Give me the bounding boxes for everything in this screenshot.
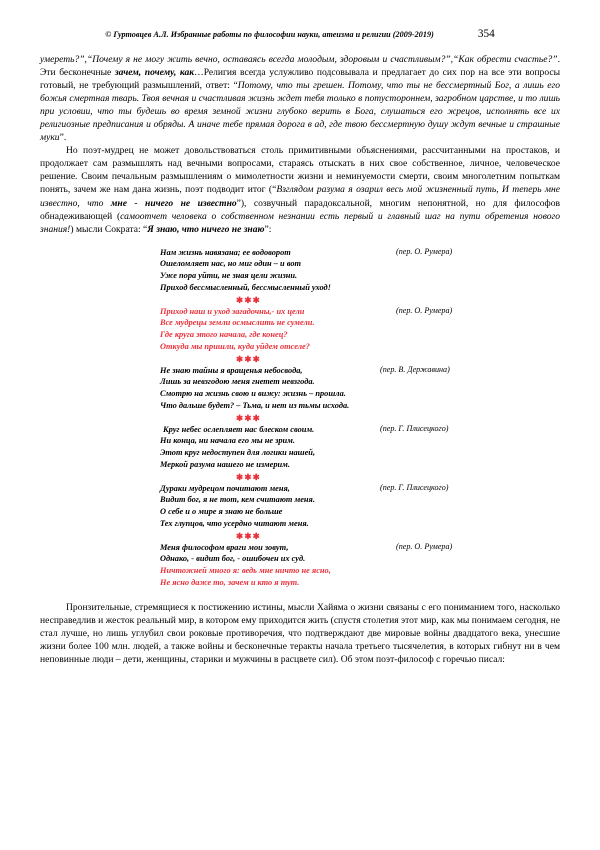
verse-line: Откуда мы пришли, куда уйдем отселе? — [160, 341, 310, 351]
verse-attribution: (пер. О. Румера) — [396, 246, 453, 256]
verse-line: Меркой разума нашего не измерим. — [160, 459, 290, 469]
p2-khayyam-quote: Взглядом разума я озарил весь мой жизненный путь, И теперь мне известно, что — [40, 184, 561, 209]
verse-line: Лишь за невзгодою меня гнетет невзгода. — [160, 377, 315, 387]
verse-line: Тех глупцов, что усердно читают меня. — [160, 518, 309, 528]
p1-seg3: . Эти бесконечные — [40, 54, 560, 79]
verse-line: Дураки мудрецом почитают меня, — [160, 483, 290, 493]
verse-collection — [40, 247, 560, 589]
p2-seg1: Но поэт-мудрец не может довольствоваться столь примитивными объяснениями, рассчитанными на простаков, и продолжает сам размышлять над вечными вопросами, стараясь отыскать в них свое собственное, личное, человеческое решение. Своим печальным размышлениям о мимолетности жизни и неминуемости смерти, своим многолетним попыткам понять, зачем же нам дана жизнь, поэт подводит итог (“ — [40, 145, 560, 196]
p1-seg1: умереть?”, — [40, 54, 87, 65]
page-number: 354 — [477, 28, 495, 40]
verse-line: Нам жизнь навязана; ее водоворот — [160, 247, 291, 257]
verse-line: Меня философом враги мои зовут, — [160, 542, 289, 552]
verse-separator: ✱✱✱ — [236, 353, 261, 364]
verse-attribution: (пер. Г. Плисецкого) — [380, 423, 449, 433]
p1-seg2: “Почему я не могу жить вечно, оставаясь всегда молодым, здоровым и счастливым?”,“Как обрести счастье?” — [86, 54, 558, 65]
running-head — [40, 28, 560, 40]
p2-seg8: ”: — [264, 223, 272, 235]
verse-line: Ошеломляет нас, но миг один – и вот — [160, 259, 301, 269]
verse-line: Однако, - видит бог, - ошибочен их суд. — [160, 554, 306, 564]
p1-seg5: …Религия всегда услужливо подсовывала и предлагает до сих пор на все эти вопросы готовый, не требующий размышлений, ответ: “ — [40, 67, 560, 92]
verse-separator: ✱✱✱ — [236, 530, 261, 541]
verse-line: Приход наш и уход загадочны,- их цели — [160, 306, 305, 316]
p1-religion-quote: Потому, что ты грешен. Потому, что ты не бессмертный Бог, а лишь его божья смертная тварь. Твоя вечная и счастливая жизнь ждет тебя только в потустороннем, загробном царстве, и то лишь при условии, что ты будешь во время земной жизни глубоко верить в Бога, слушаться его жрецов, исполнять все их религиозные предписания и обряды. А иначе тебе прямая дорога в ад, где твою бессмертную душу ждут вечные и страшные муки — [40, 80, 560, 144]
paragraph-continuation — [40, 53, 560, 144]
verse-attribution: (пер. Г. Плисецкого) — [380, 482, 449, 492]
verse-line: Не ясно даже то, зачем и кто я тут. — [160, 577, 300, 587]
paragraph-poet-sage — [40, 144, 560, 235]
verse-line: О себе и о мире я знаю не больше — [160, 507, 283, 517]
verse-line: Этот круг недоступен для логики нашей, — [160, 448, 316, 458]
verse-block — [40, 247, 560, 294]
verse-block — [40, 483, 560, 530]
verse-block — [40, 424, 560, 471]
verse-separator: ✱✱✱ — [236, 294, 261, 305]
verse-line: Что дальше будет? – Тьма, и нет из тьмы исхода. — [160, 400, 350, 410]
verse-block — [40, 306, 560, 353]
running-head-title: © Гуртовцев А.Л. Избранные работы по философии науки, атеизма и религии (2009-2019) — [105, 30, 434, 39]
verse-separator: ✱✱✱ — [236, 412, 261, 423]
verse-line: Не знаю тайны я вращенья небосвода, — [160, 365, 303, 375]
p1-emphasis-questions: зачем, почему, как — [114, 67, 195, 79]
paragraph-closing: Пронзительные, стремящиеся к постижению истины, мысли Хайяма о жизни связаны с его пониманием того, насколько несправедлив и жесток реальный мир, в котором ему приходится жить (спустя столетия этот мир, как мы понимаем сегодня, не стал лучше, но лишь углубил свои роковые противоречия, что подтверждают две мировые войны двадцатого века, унесшие жизни более 100 млн. людей, а также войны и бесконечные теракты начала третьего тысячелетия, в которых гибнут ни в чем неповинные люди – дети, женщины, старики и мужчины в расцвете сил). Об этом поэт-философ с горечью писал: — [40, 601, 560, 665]
verse-line: Смотрю на жизнь свою и вижу: жизнь – прошла. — [160, 389, 346, 399]
verse-line: Уже пора уйти, не зная цели жизни. — [160, 271, 298, 281]
verse-line: Ни конца, ни начала его мы не зрим. — [160, 436, 295, 446]
verse-attribution: (пер. О. Румера) — [396, 305, 453, 315]
verse-block — [40, 542, 560, 589]
p2-seg4: ”), созвучный парадоксальной, многим непонятной, но для философов обнадеживающей ( — [40, 197, 560, 222]
p2-emphasis-nothing-known: мне - ничего не известно — [110, 197, 237, 209]
p2-parenthetical: самоотчет человека о собственном незнании есть первый и главный шаг на пути обретения нового знания! — [40, 210, 560, 235]
verse-line: Круг небес ослепляет нас блеском своим. — [163, 424, 315, 434]
p1-seg7: ”. — [59, 132, 67, 144]
verse-line: Приход бессмысленный, бессмысленный уход! — [160, 282, 331, 292]
verse-line: Видит бог, я не тот, кем считают меня. — [160, 495, 315, 505]
verse-block — [40, 365, 560, 412]
verse-line: Ничтожней много я: ведь мне ничто не ясно, — [160, 566, 331, 576]
p2-socrates-quote: Я знаю, что ничего не знаю — [147, 223, 265, 235]
verse-attribution: (пер. В. Державина) — [380, 364, 450, 374]
verse-separator: ✱✱✱ — [236, 471, 261, 482]
verse-attribution: (пер. О. Румера) — [396, 541, 453, 551]
verse-line: Все мудрецы земли осмыслить не сумели. — [160, 318, 315, 328]
verse-line: Где круга этого начала, где конец? — [160, 330, 288, 340]
p2-seg6: ) мысли Сократа: “ — [70, 223, 148, 235]
